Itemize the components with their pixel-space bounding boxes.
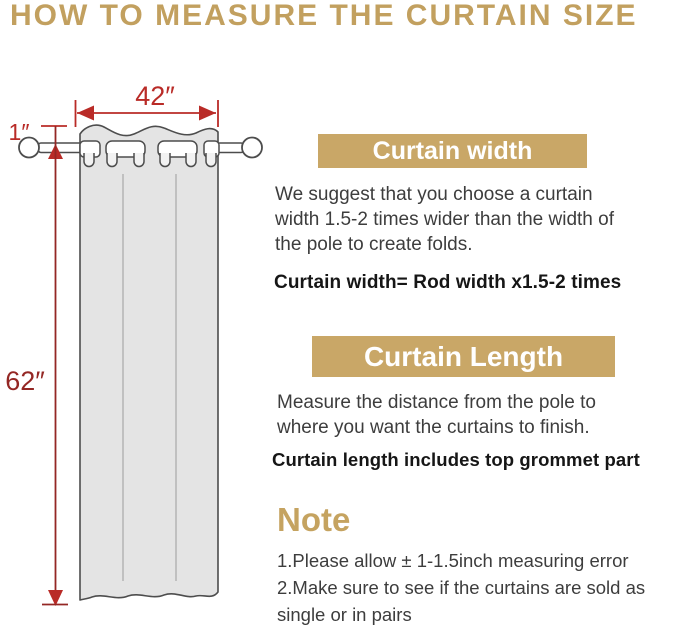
grommet-loop-3 <box>134 153 144 167</box>
page-title: HOW TO MEASURE THE CURTAIN SIZE <box>10 0 638 32</box>
curtain-width-formula: Curtain width= Rod width x1.5-2 times <box>274 272 622 293</box>
note-item-2: 2.Make sure to see if the curtains are sold as single or in pairs <box>277 577 646 625</box>
curtain-width-heading: Curtain width <box>318 134 587 168</box>
grommet-loop-2 <box>107 153 117 167</box>
width-dim-arrow-left <box>77 106 94 121</box>
curtain-measurement-diagram <box>0 60 300 626</box>
curtain-length-description: Measure the distance from the pole to where you want the curtains to finish. <box>277 392 596 438</box>
rod-right-finial <box>242 138 262 158</box>
grommet-loop-1 <box>84 153 94 167</box>
note-list <box>277 547 679 626</box>
curtain-panel <box>80 125 218 600</box>
grommet-top-dimension-label: 1″ <box>8 119 30 145</box>
note-heading: Note <box>277 501 351 538</box>
grommet-loop-5 <box>186 153 196 167</box>
width-dim-arrow-right <box>199 106 216 121</box>
grommet-loop-4 <box>160 153 170 167</box>
width-dimension-label: 42″ <box>135 81 175 111</box>
curtain-length-formula: Curtain length includes top grommet part <box>272 449 640 470</box>
curtain-width-description: We suggest that you choose a curtain width 1.5-2 times wider than the width of the pole to create folds. <box>275 184 615 255</box>
length-dimension <box>42 126 68 606</box>
length-dimension-label: 62″ <box>5 366 45 396</box>
curtain-length-heading: Curtain Length <box>312 336 615 377</box>
grommet-loop-6 <box>206 153 216 167</box>
note-item-1: 1.Please allow ± 1-1.5inch measuring error <box>277 550 629 571</box>
